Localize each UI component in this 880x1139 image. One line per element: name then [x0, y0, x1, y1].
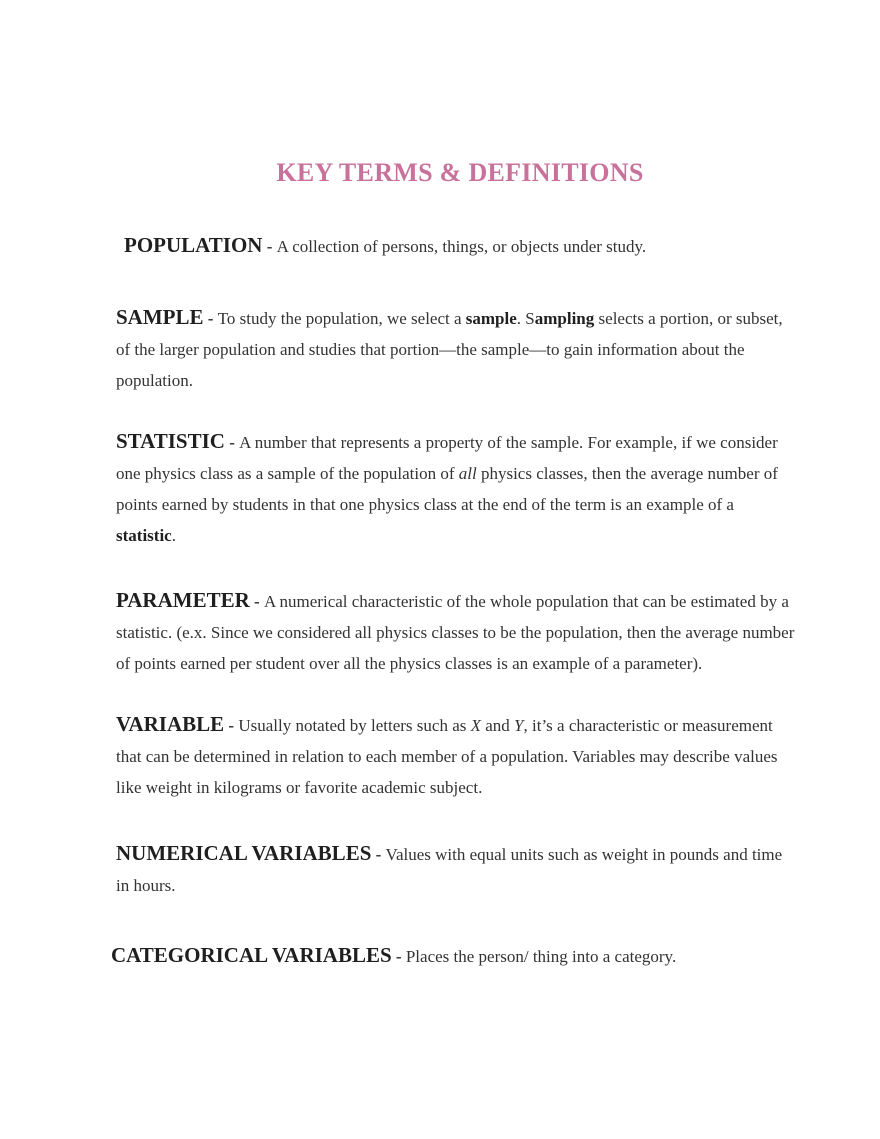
term-population: POPULATION	[124, 233, 263, 257]
bold-word: sample	[465, 309, 517, 328]
italic-word: all	[458, 464, 477, 483]
definition-text: selects a portion, or subset, of the larger population and studies that portion—the sample—to gain information about the population.	[116, 309, 783, 390]
bold-word: statistic	[116, 526, 172, 545]
definition-population: A collection of persons, things, or objects under study.	[276, 237, 647, 256]
definition-numerical-variables: Values with equal units such as weight in pounds and time in hours.	[116, 845, 783, 895]
definition-text: .	[171, 526, 176, 545]
entry-sample	[116, 302, 796, 396]
term-categorical-variables: CATEGORICAL VARIABLES	[111, 943, 392, 967]
term-dash: -	[224, 433, 240, 452]
entry-population	[124, 230, 804, 262]
term-dash: -	[224, 716, 239, 735]
term-dash: -	[249, 592, 264, 611]
definition-text: A number that represents a property of the sample. For example, if we consider one physics class as a sample of the population of	[116, 433, 778, 483]
definition-text: physics classes, then the average number of points earned by students in that one physics class at the end of the term is an example of a	[116, 464, 778, 514]
entry-statistic	[116, 426, 796, 551]
term-dash: -	[262, 237, 277, 256]
definition-text: . S	[516, 309, 535, 328]
term-dash: -	[391, 947, 406, 966]
term-statistic: STATISTIC	[116, 429, 225, 453]
definition-text: and	[481, 716, 515, 735]
term-sample: SAMPLE	[116, 305, 204, 329]
definition-text: Usually notated by letters such as	[238, 716, 471, 735]
entry-variable	[116, 709, 796, 803]
page-title: KEY TERMS & DEFINITIONS	[276, 158, 644, 187]
entry-numerical-variables	[116, 838, 796, 901]
bold-word: ampling	[534, 309, 595, 328]
term-parameter: PARAMETER	[116, 588, 250, 612]
term-dash: -	[203, 309, 218, 328]
entry-categorical-variables	[111, 940, 791, 972]
term-variable: VARIABLE	[116, 712, 225, 736]
term-numerical-variables: NUMERICAL VARIABLES	[116, 841, 372, 865]
definition-text: , it’s a characteristic or measurement that can be determined in relation to each member of a population. Variables may describe values like weight in kilograms or favorite academic subject.	[116, 716, 778, 797]
entry-parameter	[116, 585, 796, 679]
definition-categorical-variables: Places the person/ thing into a category.	[405, 947, 677, 966]
definition-text: To study the population, we select a	[217, 309, 466, 328]
definition-parameter: A numerical characteristic of the whole population that can be estimated by a statistic. (e.x. Since we considered all physics classes to be the population, then the average number of points earned per student over all the physics classes is an example of a parameter).	[116, 592, 795, 673]
term-dash: -	[371, 845, 386, 864]
italic-letter: X	[470, 716, 481, 735]
italic-letter: Y	[514, 716, 524, 735]
